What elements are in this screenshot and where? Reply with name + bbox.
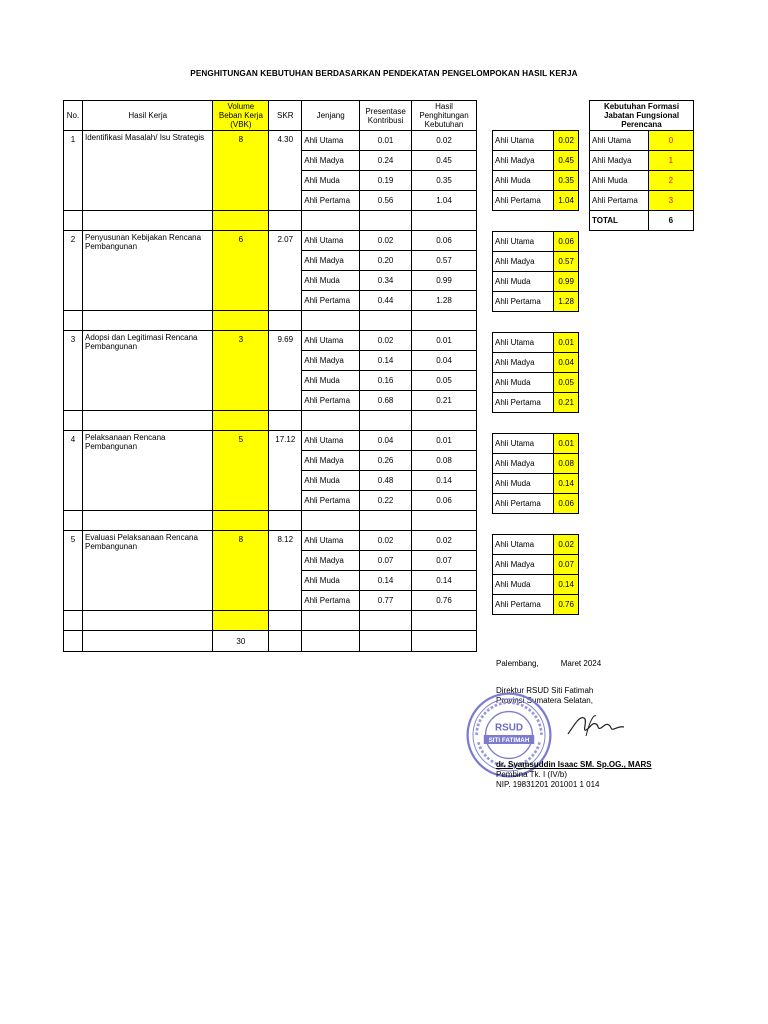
group-hasil-kerja: Evaluasi Pelaksanaan Rencana Pembangunan <box>82 531 212 611</box>
side-row <box>493 171 579 191</box>
signature-position: Direktur RSUD Siti Fatimah Provinsi Sumatera Selatan, <box>496 686 594 705</box>
side-table <box>492 534 579 615</box>
group-skr: 17.12 <box>269 431 302 511</box>
svg-text:RSUD: RSUD <box>495 722 523 734</box>
main-table <box>63 100 477 652</box>
side-row <box>493 151 579 171</box>
presentase-cell: 0.22 <box>360 491 412 511</box>
signatory-nip: NIP. 19831201 201001 1 014 <box>496 780 600 789</box>
side-jenjang: Ahli Utama <box>493 232 554 252</box>
group-vbk: 8 <box>213 531 269 611</box>
side-row <box>493 494 579 514</box>
presentase-cell: 0.68 <box>360 391 412 411</box>
side-hasil: 0.99 <box>554 272 579 292</box>
jenjang-cell: Ahli Utama <box>302 231 360 251</box>
side-jenjang: Ahli Utama <box>493 333 554 353</box>
side-hasil: 1.04 <box>554 191 579 211</box>
group-hasil-kerja: Penyusunan Kebijakan Rencana Pembangunan <box>82 231 212 311</box>
jenjang-cell: Ahli Madya <box>302 151 360 171</box>
header-skr: SKR <box>269 101 302 131</box>
side-row <box>493 434 579 454</box>
side-hasil: 0.04 <box>554 353 579 373</box>
total-vbk: 30 <box>213 631 269 652</box>
header-vbk: Volume Beban Kerja (VBK) <box>213 101 269 131</box>
presentase-cell: 0.24 <box>360 151 412 171</box>
presentase-cell: 0.14 <box>360 571 412 591</box>
spacer-row <box>64 211 477 231</box>
side-jenjang: Ahli Madya <box>493 454 554 474</box>
spacer-row <box>64 611 477 631</box>
presentase-cell: 0.04 <box>360 431 412 451</box>
side-row <box>493 454 579 474</box>
side-hasil: 0.05 <box>554 373 579 393</box>
jenjang-cell: Ahli Utama <box>302 431 360 451</box>
jenjang-cell: Ahli Muda <box>302 271 360 291</box>
summary-jenjang: Ahli Madya <box>590 151 649 171</box>
side-hasil: 0.06 <box>554 494 579 514</box>
side-hasil: 0.01 <box>554 434 579 454</box>
side-hasil: 0.02 <box>554 535 579 555</box>
handwritten-signature <box>566 712 626 738</box>
hasil-penghitungan-cell: 0.76 <box>412 591 477 611</box>
presentase-cell: 0.02 <box>360 231 412 251</box>
presentase-cell: 0.07 <box>360 551 412 571</box>
header-hasil-penghitungan: Hasil Penghitungan Kebutuhan <box>412 101 477 131</box>
presentase-cell: 0.19 <box>360 171 412 191</box>
side-jenjang: Ahli Pertama <box>493 191 554 211</box>
summary-total-value: 6 <box>648 211 693 231</box>
presentase-cell: 0.26 <box>360 451 412 471</box>
hasil-penghitungan-cell: 0.06 <box>412 231 477 251</box>
group-number: 3 <box>64 331 83 411</box>
side-jenjang: Ahli Utama <box>493 535 554 555</box>
side-row <box>493 555 579 575</box>
side-row <box>493 191 579 211</box>
side-row <box>493 232 579 252</box>
hasil-penghitungan-cell: 0.14 <box>412 471 477 491</box>
group-hasil-kerja: Identifikasi Masalah/ Isu Strategis <box>82 131 212 211</box>
side-hasil: 0.14 <box>554 575 579 595</box>
presentase-cell: 0.14 <box>360 351 412 371</box>
side-hasil: 0.35 <box>554 171 579 191</box>
side-jenjang: Ahli Muda <box>493 272 554 292</box>
side-hasil: 0.14 <box>554 474 579 494</box>
table-header-row <box>64 101 477 131</box>
summary-header: Kebutuhan Formasi Jabatan Fungsional Perencana <box>590 101 694 131</box>
side-row <box>493 393 579 413</box>
side-hasil: 0.45 <box>554 151 579 171</box>
signatory-rank: Pembina Tk. I (IV/b) <box>496 770 567 779</box>
side-jenjang: Ahli Madya <box>493 555 554 575</box>
group-hasil-kerja: Pelaksanaan Rencana Pembangunan <box>82 431 212 511</box>
summary-value: 1 <box>648 151 693 171</box>
jenjang-cell: Ahli Pertama <box>302 491 360 511</box>
side-jenjang: Ahli Pertama <box>493 494 554 514</box>
side-table <box>492 433 579 514</box>
side-hasil: 0.07 <box>554 555 579 575</box>
side-row <box>493 333 579 353</box>
summary-value: 0 <box>648 131 693 151</box>
side-jenjang: Ahli Pertama <box>493 292 554 312</box>
svg-text:SITI FATIMAH: SITI FATIMAH <box>488 737 530 745</box>
hasil-penghitungan-cell: 0.04 <box>412 351 477 371</box>
hasil-penghitungan-cell: 1.04 <box>412 191 477 211</box>
hasil-penghitungan-cell: 0.06 <box>412 491 477 511</box>
jenjang-cell: Ahli Utama <box>302 531 360 551</box>
side-hasil: 0.21 <box>554 393 579 413</box>
jenjang-cell: Ahli Madya <box>302 351 360 371</box>
hasil-penghitungan-cell: 0.02 <box>412 131 477 151</box>
side-table <box>492 231 579 312</box>
jenjang-cell: Ahli Pertama <box>302 391 360 411</box>
side-jenjang: Ahli Madya <box>493 252 554 272</box>
presentase-cell: 0.20 <box>360 251 412 271</box>
summary-row <box>590 171 694 191</box>
signatory-name: dr. Syamsuddin Isaac SM. Sp.OG., MARS <box>496 760 652 769</box>
hasil-penghitungan-cell: 0.07 <box>412 551 477 571</box>
side-row <box>493 292 579 312</box>
side-row <box>493 353 579 373</box>
group-vbk: 5 <box>213 431 269 511</box>
side-row <box>493 252 579 272</box>
group-skr: 4.30 <box>269 131 302 211</box>
group-vbk: 3 <box>213 331 269 411</box>
side-row <box>493 373 579 393</box>
group-vbk: 6 <box>213 231 269 311</box>
presentase-cell: 0.48 <box>360 471 412 491</box>
jenjang-cell: Ahli Madya <box>302 251 360 271</box>
hasil-penghitungan-cell: 0.02 <box>412 531 477 551</box>
hasil-penghitungan-cell: 0.21 <box>412 391 477 411</box>
jenjang-cell: Ahli Utama <box>302 131 360 151</box>
side-jenjang: Ahli Muda <box>493 575 554 595</box>
presentase-cell: 0.16 <box>360 371 412 391</box>
hasil-penghitungan-cell: 0.01 <box>412 331 477 351</box>
group-vbk: 8 <box>213 131 269 211</box>
side-jenjang: Ahli Pertama <box>493 595 554 615</box>
side-jenjang: Ahli Utama <box>493 131 554 151</box>
jenjang-cell: Ahli Muda <box>302 471 360 491</box>
jenjang-cell: Ahli Madya <box>302 551 360 571</box>
side-hasil: 0.76 <box>554 595 579 615</box>
table-row <box>64 131 477 151</box>
summary-row <box>590 151 694 171</box>
side-jenjang: Ahli Muda <box>493 474 554 494</box>
table-row <box>64 531 477 551</box>
summary-row <box>590 131 694 151</box>
hasil-penghitungan-cell: 0.14 <box>412 571 477 591</box>
presentase-cell: 0.56 <box>360 191 412 211</box>
hasil-penghitungan-cell: 0.45 <box>412 151 477 171</box>
side-hasil: 1.28 <box>554 292 579 312</box>
side-hasil: 0.06 <box>554 232 579 252</box>
side-jenjang: Ahli Madya <box>493 151 554 171</box>
summary-jenjang: Ahli Pertama <box>590 191 649 211</box>
hasil-penghitungan-cell: 0.05 <box>412 371 477 391</box>
side-jenjang: Ahli Muda <box>493 373 554 393</box>
summary-row <box>590 191 694 211</box>
presentase-cell: 0.02 <box>360 331 412 351</box>
side-jenjang: Ahli Madya <box>493 353 554 373</box>
presentase-cell: 0.01 <box>360 131 412 151</box>
jenjang-cell: Ahli Pertama <box>302 591 360 611</box>
side-row <box>493 474 579 494</box>
side-jenjang: Ahli Pertama <box>493 393 554 413</box>
side-hasil: 0.01 <box>554 333 579 353</box>
hasil-penghitungan-cell: 0.01 <box>412 431 477 451</box>
jenjang-cell: Ahli Muda <box>302 371 360 391</box>
presentase-cell: 0.02 <box>360 531 412 551</box>
table-row <box>64 431 477 451</box>
group-skr: 8.12 <box>269 531 302 611</box>
presentase-cell: 0.77 <box>360 591 412 611</box>
group-number: 2 <box>64 231 83 311</box>
hasil-penghitungan-cell: 0.35 <box>412 171 477 191</box>
hasil-penghitungan-cell: 0.57 <box>412 251 477 271</box>
summary-total-row <box>590 211 694 231</box>
side-table <box>492 130 579 211</box>
hasil-penghitungan-cell: 0.99 <box>412 271 477 291</box>
header-jenjang: Jenjang <box>302 101 360 131</box>
summary-jenjang: Ahli Utama <box>590 131 649 151</box>
summary-total-label: TOTAL <box>590 211 649 231</box>
side-row <box>493 595 579 615</box>
hasil-penghitungan-cell: 1.28 <box>412 291 477 311</box>
total-row <box>64 631 477 652</box>
side-row <box>493 535 579 555</box>
header-hasil-kerja: Hasil Kerja <box>82 101 212 131</box>
signature-place-date: Palembang, Maret 2024 <box>496 659 602 668</box>
signature-identity <box>496 760 652 790</box>
side-row <box>493 272 579 292</box>
jenjang-cell: Ahli Pertama <box>302 291 360 311</box>
spacer-row <box>64 411 477 431</box>
summary-header-row <box>590 101 694 131</box>
presentase-cell: 0.44 <box>360 291 412 311</box>
side-jenjang: Ahli Utama <box>493 434 554 454</box>
jenjang-cell: Ahli Pertama <box>302 191 360 211</box>
presentase-cell: 0.34 <box>360 271 412 291</box>
summary-value: 2 <box>648 171 693 191</box>
group-number: 4 <box>64 431 83 511</box>
hasil-penghitungan-cell: 0.08 <box>412 451 477 471</box>
spacer-row <box>64 311 477 331</box>
side-table <box>492 332 579 413</box>
side-row <box>493 575 579 595</box>
side-hasil: 0.02 <box>554 131 579 151</box>
jenjang-cell: Ahli Muda <box>302 571 360 591</box>
side-jenjang: Ahli Muda <box>493 171 554 191</box>
header-no: No. <box>64 101 83 131</box>
side-hasil: 0.57 <box>554 252 579 272</box>
summary-value: 3 <box>648 191 693 211</box>
group-number: 1 <box>64 131 83 211</box>
group-number: 5 <box>64 531 83 611</box>
jenjang-cell: Ahli Muda <box>302 171 360 191</box>
summary-table <box>589 100 694 231</box>
jenjang-cell: Ahli Madya <box>302 451 360 471</box>
side-hasil: 0.08 <box>554 454 579 474</box>
spacer-row <box>64 511 477 531</box>
group-skr: 2.07 <box>269 231 302 311</box>
jenjang-cell: Ahli Utama <box>302 331 360 351</box>
table-row <box>64 331 477 351</box>
table-row <box>64 231 477 251</box>
group-hasil-kerja: Adopsi dan Legitimasi Rencana Pembangunan <box>82 331 212 411</box>
summary-jenjang: Ahli Muda <box>590 171 649 191</box>
side-row <box>493 131 579 151</box>
page-title: PENGHITUNGAN KEBUTUHAN BERDASARKAN PENDEKATAN PENGELOMPOKAN HASIL KERJA <box>190 69 578 78</box>
header-presentase: Presentase Kontribusi <box>360 101 412 131</box>
group-skr: 9.69 <box>269 331 302 411</box>
